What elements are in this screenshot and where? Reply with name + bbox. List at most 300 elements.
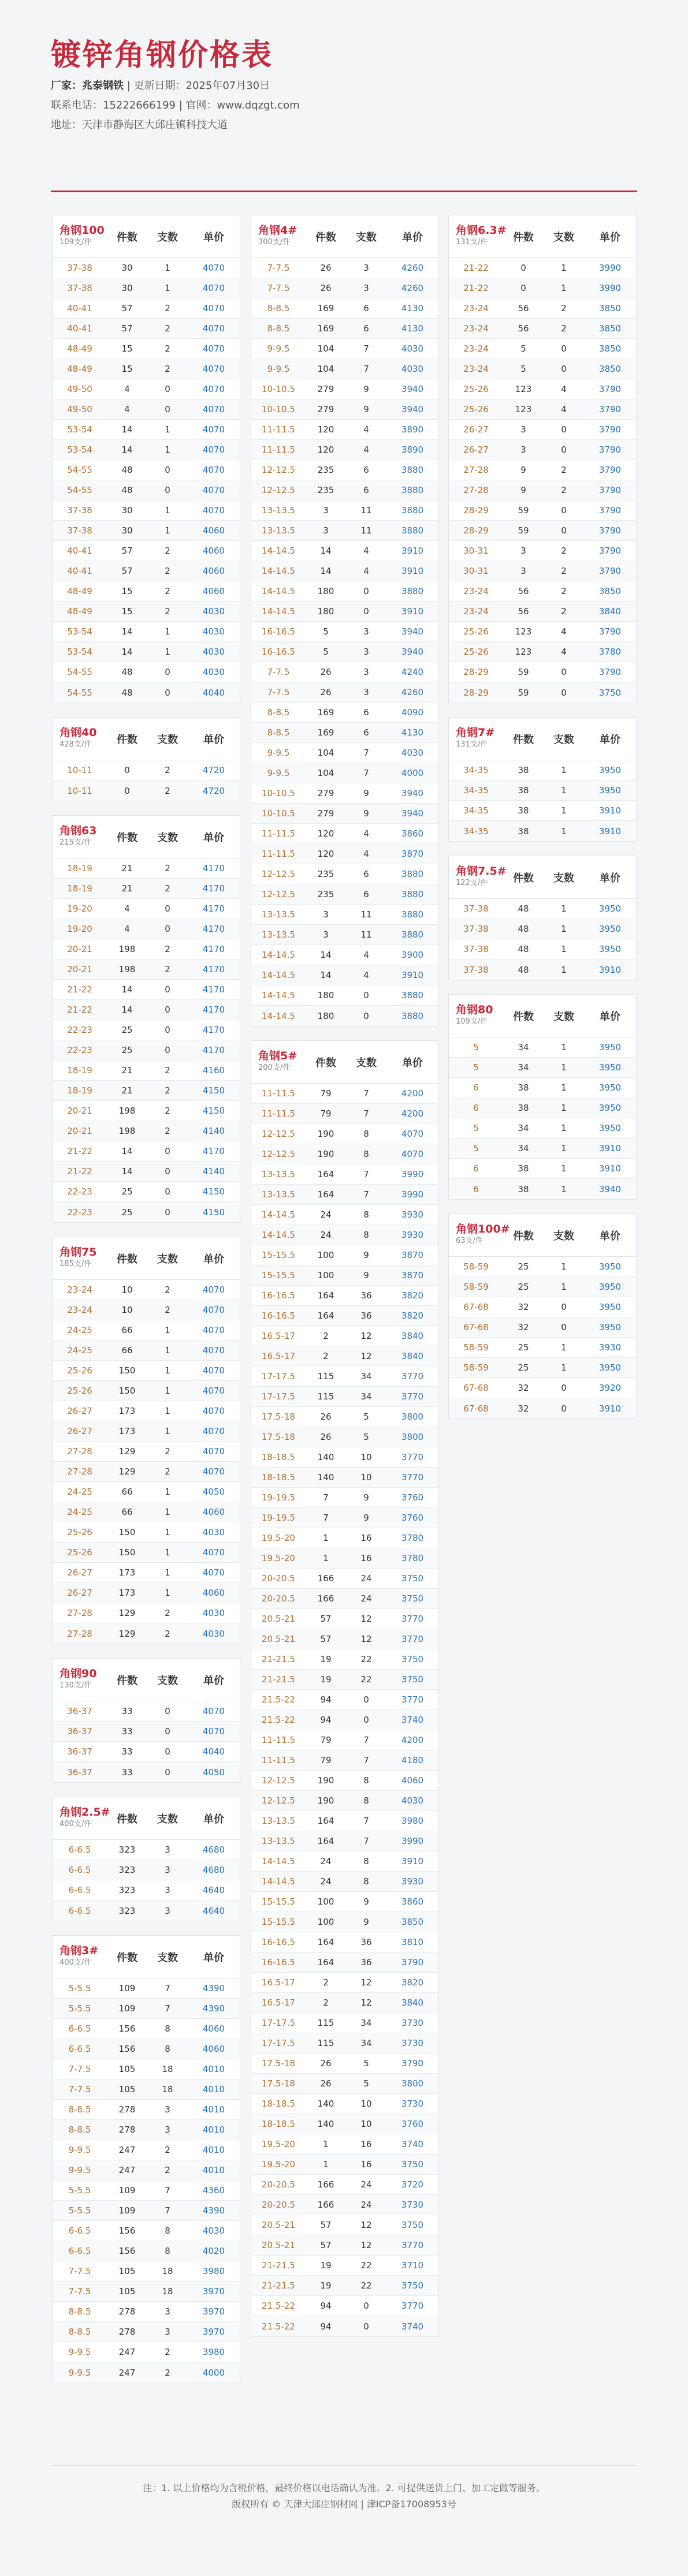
spec-cell: 53-54 bbox=[67, 424, 92, 435]
grade-cell bbox=[251, 215, 306, 257]
count-cell: 1 bbox=[561, 1082, 567, 1093]
count-cell: 2 bbox=[165, 566, 170, 576]
pieces-cell: 190 bbox=[317, 1129, 334, 1139]
pieces-cell: 5 bbox=[520, 364, 526, 374]
table-row bbox=[53, 1978, 240, 1999]
price-cell: 4150 bbox=[202, 1085, 225, 1096]
spec-cell: 37-38 bbox=[463, 924, 489, 934]
grade-name: 角钢6.3# bbox=[456, 224, 507, 237]
count-cell: 6 bbox=[363, 869, 369, 879]
spec-cell: 37-38 bbox=[67, 525, 92, 536]
pieces-cell: 33 bbox=[121, 1767, 133, 1778]
spec-cell: 17.5-18 bbox=[262, 1412, 295, 1422]
pieces-cell: 21 bbox=[121, 863, 133, 873]
price-cell: 3710 bbox=[401, 2260, 424, 2271]
spec-cell: 5-5.5 bbox=[68, 2003, 91, 2014]
count-cell: 34 bbox=[360, 2038, 372, 2048]
count-cell: 1 bbox=[561, 283, 567, 293]
pieces-cell: 15 bbox=[121, 364, 133, 374]
pieces-cell: 34 bbox=[518, 1143, 529, 1153]
table-row bbox=[449, 581, 636, 602]
pieces-cell: 278 bbox=[118, 2104, 136, 2115]
spec-cell: 16.5-17 bbox=[262, 1351, 295, 1361]
count-cell: 6 bbox=[363, 465, 369, 475]
update-date: | 更新日期：2025年07月30日 bbox=[127, 80, 270, 92]
count-cell: 0 bbox=[165, 1746, 170, 1757]
spec-cell: 17-17.5 bbox=[262, 2018, 295, 2028]
spec-cell: 17-17.5 bbox=[262, 2038, 295, 2048]
spec-cell: 14-14.5 bbox=[262, 1856, 295, 1866]
table-row bbox=[53, 879, 240, 899]
pieces-cell: 33 bbox=[121, 1726, 133, 1737]
spec-cell: 24-25 bbox=[67, 1345, 92, 1356]
price-cell: 4070 bbox=[202, 1567, 225, 1578]
table-row bbox=[251, 1892, 438, 1912]
pieces-cell: 19 bbox=[320, 1674, 332, 1685]
price-cell: 4720 bbox=[202, 765, 225, 775]
price-cell: 4170 bbox=[202, 1025, 225, 1035]
spec-cell: 14-14.5 bbox=[262, 586, 295, 596]
table-row bbox=[449, 939, 636, 960]
price-cell: 4070 bbox=[202, 1706, 225, 1716]
table-row bbox=[449, 1317, 636, 1338]
table-row bbox=[251, 1548, 438, 1569]
spec-cell: 6-6.5 bbox=[68, 1885, 91, 1895]
spec-cell: 58-59 bbox=[463, 1362, 489, 1373]
price-cell: 3800 bbox=[401, 1412, 424, 1422]
price-cell: 3800 bbox=[401, 1432, 424, 1442]
pieces-cell: 278 bbox=[118, 2306, 136, 2317]
count-cell: 24 bbox=[360, 2179, 372, 2190]
count-cell: 2 bbox=[165, 606, 170, 617]
price-cell: 3910 bbox=[401, 970, 424, 980]
count-cell: 3 bbox=[363, 283, 369, 293]
table-row bbox=[251, 2235, 438, 2256]
spec-cell: 7-7.5 bbox=[68, 2084, 91, 2095]
table-row bbox=[53, 919, 240, 939]
pieces-cell: 32 bbox=[518, 1383, 529, 1393]
count-cell: 0 bbox=[561, 1322, 567, 1332]
table-row bbox=[251, 1427, 438, 1447]
table-row bbox=[449, 1297, 636, 1317]
table-row bbox=[53, 521, 240, 541]
pieces-cell: 3 bbox=[520, 546, 526, 556]
count-cell: 1 bbox=[561, 826, 567, 837]
header-pieces: 件数 bbox=[117, 733, 137, 746]
price-cell: 3910 bbox=[401, 546, 424, 556]
price-cell: 4010 bbox=[202, 2125, 225, 2135]
pieces-cell: 173 bbox=[118, 1567, 136, 1578]
pieces-cell: 7 bbox=[323, 1513, 329, 1523]
spec-cell: 23-24 bbox=[463, 344, 489, 354]
table-row bbox=[53, 1300, 240, 1320]
spec-cell: 5 bbox=[473, 1042, 479, 1052]
table-row bbox=[251, 1831, 438, 1851]
pieces-cell: 3 bbox=[323, 929, 329, 940]
table-header bbox=[251, 1041, 438, 1084]
pieces-cell: 3 bbox=[323, 909, 329, 920]
table-row bbox=[251, 1124, 438, 1144]
pieces-cell: 173 bbox=[118, 1426, 136, 1436]
table-row bbox=[53, 1182, 240, 1202]
header-pieces: 件数 bbox=[117, 831, 137, 844]
count-cell: 6 bbox=[363, 323, 369, 334]
table-header bbox=[53, 816, 240, 858]
grade-weight: 122支/件 bbox=[456, 879, 488, 887]
price-cell: 4030 bbox=[401, 748, 424, 758]
count-cell: 9 bbox=[363, 1492, 369, 1503]
price-cell: 3990 bbox=[401, 1189, 424, 1200]
table-row bbox=[251, 1811, 438, 1831]
price-cell: 3950 bbox=[598, 1123, 622, 1133]
pieces-cell: 140 bbox=[317, 1452, 334, 1462]
spec-cell: 16.5-17 bbox=[262, 1998, 295, 2008]
count-cell: 4 bbox=[561, 384, 567, 394]
count-cell: 1 bbox=[561, 904, 567, 914]
spec-cell: 54-55 bbox=[67, 485, 92, 495]
spec-cell: 16-16.5 bbox=[262, 626, 295, 637]
price-cell: 3790 bbox=[401, 2058, 424, 2069]
pieces-cell: 323 bbox=[118, 1845, 136, 1855]
pieces-cell: 38 bbox=[518, 765, 529, 775]
pieces-cell: 4 bbox=[124, 924, 130, 934]
count-cell: 1 bbox=[561, 805, 567, 816]
count-cell: 0 bbox=[165, 984, 170, 995]
price-cell: 3790 bbox=[598, 626, 622, 637]
pieces-cell: 0 bbox=[520, 263, 526, 273]
price-cell: 4170 bbox=[202, 1146, 225, 1156]
pieces-cell: 56 bbox=[518, 323, 529, 334]
price-cell: 4070 bbox=[202, 384, 225, 394]
pieces-cell: 279 bbox=[317, 808, 334, 819]
spec-cell: 27-28 bbox=[67, 1608, 92, 1618]
pieces-cell: 59 bbox=[518, 667, 529, 677]
spec-cell: 34-35 bbox=[463, 805, 489, 816]
pieces-cell: 164 bbox=[317, 1937, 334, 1947]
spec-cell: 21-21.5 bbox=[262, 1674, 295, 1685]
count-cell: 18 bbox=[162, 2286, 173, 2297]
spec-cell: 15-15.5 bbox=[262, 1917, 295, 1927]
spec-cell: 24-25 bbox=[67, 1325, 92, 1335]
pieces-cell: 3 bbox=[323, 525, 329, 536]
table-row bbox=[251, 1225, 438, 1245]
table-row bbox=[449, 420, 636, 440]
pieces-cell: 25 bbox=[121, 1186, 133, 1197]
count-cell: 3 bbox=[363, 647, 369, 657]
price-cell: 3780 bbox=[598, 647, 622, 657]
spec-cell: 6-6.5 bbox=[68, 1845, 91, 1855]
table-row bbox=[53, 1401, 240, 1421]
count-cell: 9 bbox=[363, 1270, 369, 1280]
spec-cell: 26-27 bbox=[67, 1567, 92, 1578]
price-cell: 4030 bbox=[202, 1608, 225, 1618]
count-cell: 3 bbox=[165, 1865, 170, 1875]
table-row bbox=[251, 1851, 438, 1872]
count-cell: 3 bbox=[363, 667, 369, 677]
table-row bbox=[53, 1482, 240, 1502]
price-cell: 4060 bbox=[202, 1507, 225, 1517]
price-table bbox=[52, 717, 240, 801]
price-cell: 3770 bbox=[401, 1371, 424, 1382]
count-cell: 12 bbox=[360, 1977, 372, 1988]
pieces-cell: 279 bbox=[317, 404, 334, 415]
table-row bbox=[251, 298, 438, 319]
pieces-cell: 25 bbox=[121, 1045, 133, 1055]
grade-weight: 300支/件 bbox=[258, 238, 291, 247]
price-cell: 3750 bbox=[401, 1593, 424, 1604]
pieces-cell: 4 bbox=[124, 904, 130, 914]
spec-cell: 25-26 bbox=[463, 626, 489, 637]
pieces-cell: 104 bbox=[317, 748, 334, 758]
table-row bbox=[251, 278, 438, 298]
header-count: 支数 bbox=[553, 733, 574, 746]
header-price: 单价 bbox=[203, 1951, 224, 1964]
pieces-cell: 34 bbox=[518, 1123, 529, 1133]
spec-cell: 9-9.5 bbox=[68, 2347, 91, 2357]
pieces-cell: 19 bbox=[320, 1654, 332, 1664]
price-cell: 4010 bbox=[202, 2084, 225, 2095]
count-cell: 1 bbox=[561, 944, 567, 954]
price-cell: 4040 bbox=[202, 1746, 225, 1757]
pieces-cell: 33 bbox=[121, 1746, 133, 1757]
table-row bbox=[449, 1098, 636, 1118]
table-row bbox=[251, 339, 438, 359]
price-cell: 3880 bbox=[401, 586, 424, 596]
spec-cell: 22-23 bbox=[67, 1045, 92, 1055]
table-row bbox=[53, 1623, 240, 1644]
count-cell: 7 bbox=[165, 2185, 170, 2196]
table-row bbox=[251, 985, 438, 1006]
table-row bbox=[53, 2080, 240, 2100]
spec-cell: 40-41 bbox=[67, 566, 92, 576]
table-row bbox=[251, 682, 438, 703]
table-row bbox=[449, 480, 636, 501]
spec-cell: 8-8.5 bbox=[267, 727, 290, 738]
price-cell: 3820 bbox=[401, 1290, 424, 1301]
pieces-cell: 169 bbox=[317, 303, 334, 313]
count-cell: 2 bbox=[165, 1446, 170, 1457]
spec-cell: 20.5-21 bbox=[262, 2240, 295, 2250]
pieces-cell: 3 bbox=[520, 566, 526, 576]
pieces-cell: 123 bbox=[515, 384, 532, 394]
count-cell: 6 bbox=[363, 727, 369, 738]
price-cell: 4070 bbox=[202, 323, 225, 334]
pieces-cell: 57 bbox=[320, 2220, 332, 2230]
table-row bbox=[53, 339, 240, 359]
price-cell: 3840 bbox=[598, 606, 622, 617]
count-cell: 7 bbox=[363, 1816, 369, 1826]
table-row bbox=[449, 1378, 636, 1398]
pieces-cell: 156 bbox=[118, 2044, 136, 2054]
price-cell: 3790 bbox=[598, 485, 622, 495]
pieces-cell: 48 bbox=[121, 667, 133, 677]
table-row bbox=[251, 864, 438, 884]
count-cell: 18 bbox=[162, 2084, 173, 2095]
spec-cell: 13-13.5 bbox=[262, 1836, 295, 1846]
price-cell: 3950 bbox=[598, 904, 622, 914]
count-cell: 7 bbox=[363, 748, 369, 758]
header-pieces: 件数 bbox=[117, 1951, 137, 1964]
spec-cell: 12-12.5 bbox=[262, 869, 295, 879]
count-cell: 2 bbox=[165, 1085, 170, 1096]
table-header bbox=[449, 856, 636, 899]
pieces-cell: 66 bbox=[121, 1325, 133, 1335]
price-cell: 3770 bbox=[401, 1694, 424, 1705]
count-cell: 3 bbox=[363, 626, 369, 637]
pieces-cell: 32 bbox=[518, 1322, 529, 1332]
pieces-cell: 57 bbox=[320, 1634, 332, 1644]
spec-cell: 18-18.5 bbox=[262, 1472, 295, 1483]
pieces-cell: 115 bbox=[317, 2018, 334, 2028]
price-cell: 4030 bbox=[401, 1795, 424, 1806]
count-cell: 0 bbox=[363, 990, 369, 1000]
header-price: 单价 bbox=[203, 1674, 224, 1687]
spec-cell: 9-9.5 bbox=[68, 2165, 91, 2175]
price-cell: 4070 bbox=[202, 1726, 225, 1737]
footer-copyright: 版权所有 © 天津大邱庄钢材网 | 津ICP备17008953号 bbox=[232, 2499, 456, 2510]
contact-line: 联系电话：15222666199 | 官网：www.dqzgt.com bbox=[51, 99, 300, 111]
spec-cell: 13-13.5 bbox=[262, 929, 295, 940]
grade-weight: 109支/件 bbox=[456, 1017, 488, 1026]
spec-cell: 21.5-22 bbox=[262, 1715, 295, 1725]
spec-cell: 25-26 bbox=[463, 384, 489, 394]
count-cell: 1 bbox=[165, 263, 170, 273]
table-row bbox=[53, 1361, 240, 1381]
table-row bbox=[251, 1872, 438, 1892]
count-cell: 5 bbox=[363, 1432, 369, 1442]
table-row bbox=[53, 1121, 240, 1141]
count-cell: 8 bbox=[363, 1876, 369, 1887]
price-cell: 3840 bbox=[401, 1331, 424, 1341]
spec-cell: 14-14.5 bbox=[262, 1230, 295, 1240]
table-row bbox=[53, 1583, 240, 1603]
count-cell: 1 bbox=[165, 283, 170, 293]
grade-name: 角钢3# bbox=[59, 1944, 99, 1957]
pieces-cell: 14 bbox=[121, 647, 133, 657]
spec-cell: 67-68 bbox=[463, 1383, 489, 1393]
count-cell: 4 bbox=[363, 546, 369, 556]
price-cell: 3880 bbox=[401, 889, 424, 899]
spec-cell: 67-68 bbox=[463, 1322, 489, 1332]
table-row bbox=[53, 1860, 240, 1880]
count-cell: 8 bbox=[363, 1149, 369, 1159]
count-cell: 16 bbox=[360, 1553, 372, 1563]
table-row bbox=[53, 2322, 240, 2342]
grade-cell bbox=[53, 1936, 107, 1978]
header-price: 单价 bbox=[402, 231, 423, 244]
count-cell: 12 bbox=[360, 1614, 372, 1624]
spec-cell: 21-21.5 bbox=[262, 2260, 295, 2271]
spec-cell: 48-49 bbox=[67, 606, 92, 617]
price-cell: 3750 bbox=[598, 687, 622, 698]
pieces-cell: 48 bbox=[518, 924, 529, 934]
price-cell: 3850 bbox=[598, 323, 622, 334]
count-cell: 2 bbox=[165, 1126, 170, 1136]
count-cell: 1 bbox=[165, 1487, 170, 1497]
table-row bbox=[449, 1058, 636, 1078]
header-price: 单价 bbox=[203, 831, 224, 844]
spec-cell: 20-21 bbox=[67, 964, 92, 975]
count-cell: 0 bbox=[165, 1706, 170, 1716]
spec-cell: 16-16.5 bbox=[262, 1290, 295, 1301]
pieces-cell: 247 bbox=[118, 2165, 136, 2175]
pieces-cell: 150 bbox=[118, 1527, 136, 1537]
price-cell: 3790 bbox=[598, 505, 622, 516]
pieces-cell: 115 bbox=[317, 1391, 334, 1402]
spec-cell: 17.5-18 bbox=[262, 1432, 295, 1442]
price-cell: 3880 bbox=[401, 869, 424, 879]
spec-cell: 49-50 bbox=[67, 404, 92, 415]
table-row bbox=[53, 1880, 240, 1901]
spec-cell: 15-15.5 bbox=[262, 1270, 295, 1280]
price-cell: 3970 bbox=[202, 2286, 225, 2297]
header-pieces: 件数 bbox=[117, 1813, 137, 1825]
count-cell: 4 bbox=[363, 950, 369, 960]
pieces-cell: 166 bbox=[317, 2200, 334, 2210]
pieces-cell: 56 bbox=[518, 303, 529, 313]
table-row bbox=[53, 1081, 240, 1101]
price-cell: 3910 bbox=[598, 964, 622, 975]
count-cell: 2 bbox=[165, 2165, 170, 2175]
header-count: 支数 bbox=[157, 231, 178, 244]
spec-cell: 19.5-20 bbox=[262, 1553, 295, 1563]
price-cell: 3950 bbox=[598, 1062, 622, 1073]
count-cell: 9 bbox=[363, 1917, 369, 1927]
spec-cell: 28-29 bbox=[463, 525, 489, 536]
pieces-cell: 10 bbox=[121, 1305, 133, 1315]
spec-cell: 58-59 bbox=[463, 1261, 489, 1272]
spec-cell: 18-19 bbox=[67, 883, 92, 894]
price-cell: 4030 bbox=[401, 344, 424, 354]
header-count: 支数 bbox=[157, 1813, 178, 1825]
count-cell: 7 bbox=[363, 768, 369, 778]
price-cell: 4060 bbox=[202, 586, 225, 596]
spec-cell: 40-41 bbox=[67, 323, 92, 334]
count-cell: 2 bbox=[561, 465, 567, 475]
price-cell: 4030 bbox=[202, 626, 225, 637]
pieces-cell: 14 bbox=[320, 970, 332, 980]
count-cell: 36 bbox=[360, 1311, 372, 1321]
table-row bbox=[251, 1952, 438, 1973]
count-cell: 8 bbox=[363, 1230, 369, 1240]
pieces-cell: 34 bbox=[518, 1042, 529, 1052]
spec-cell: 34-35 bbox=[463, 826, 489, 837]
spec-cell: 22-23 bbox=[67, 1186, 92, 1197]
price-cell: 3890 bbox=[401, 424, 424, 435]
spec-cell: 21-22 bbox=[67, 1166, 92, 1177]
table-row bbox=[449, 278, 636, 298]
table-row bbox=[53, 2201, 240, 2221]
count-cell: 18 bbox=[162, 2266, 173, 2276]
spec-cell: 6 bbox=[473, 1082, 479, 1093]
spec-cell: 6-6.5 bbox=[68, 2226, 91, 2236]
price-cell: 3780 bbox=[401, 1533, 424, 1543]
pieces-cell: 247 bbox=[118, 2145, 136, 2155]
count-cell: 1 bbox=[561, 1042, 567, 1052]
price-cell: 4040 bbox=[202, 687, 225, 698]
spec-cell: 27-28 bbox=[463, 485, 489, 495]
spec-cell: 53-54 bbox=[67, 647, 92, 657]
count-cell: 24 bbox=[360, 1593, 372, 1604]
count-cell: 8 bbox=[165, 2246, 170, 2256]
count-cell: 4 bbox=[561, 626, 567, 637]
table-row bbox=[449, 960, 636, 980]
count-cell: 0 bbox=[165, 904, 170, 914]
grade-weight: 400支/件 bbox=[59, 1820, 92, 1828]
count-cell: 36 bbox=[360, 1937, 372, 1947]
price-cell: 4720 bbox=[202, 785, 225, 796]
count-cell: 1 bbox=[561, 1184, 567, 1194]
